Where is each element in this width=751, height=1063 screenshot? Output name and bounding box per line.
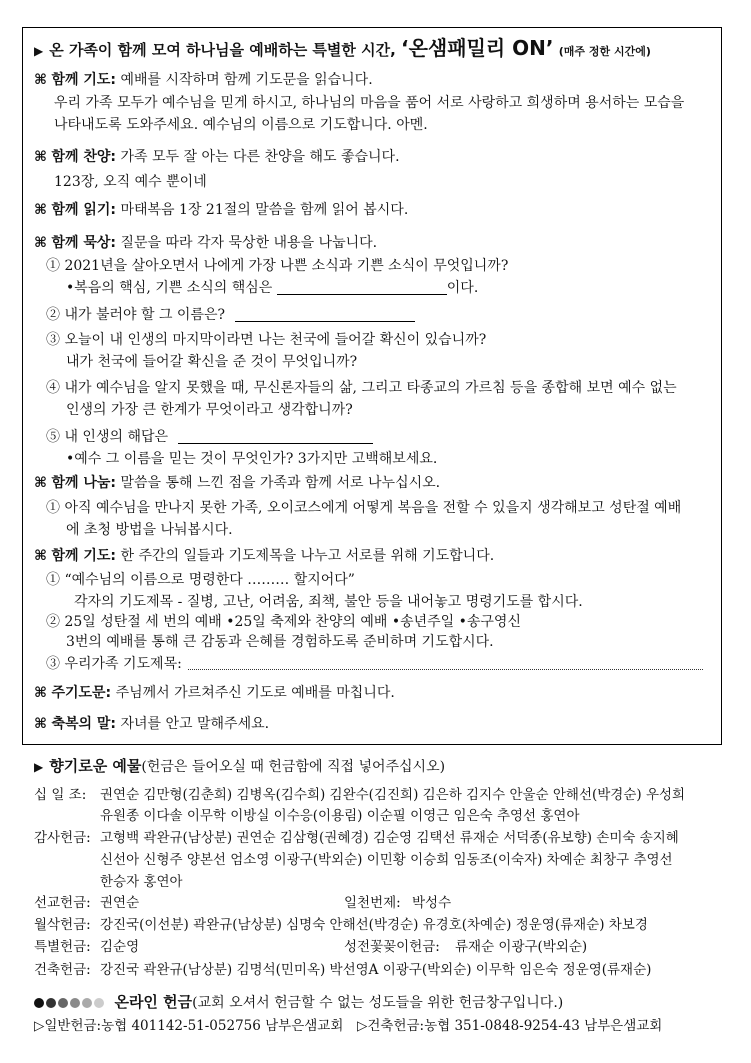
online-offering-heading bbox=[34, 992, 563, 1013]
prayer2-label: 함께 기도: bbox=[51, 548, 117, 564]
thanks-names-2: 신선아 신형주 양본선 엄소영 이광구(박외순) 이민황 이승희 임동조(이숙자) 차예순 최창구 추영선 bbox=[100, 852, 673, 868]
command-icon: ⌘ bbox=[34, 149, 47, 165]
prayer2-p2-b: 3번의 예배를 통해 큰 감동과 은혜를 경험하도록 준비하며 기도합시다. bbox=[66, 634, 494, 650]
flower-names: 류재순 이광구(박외순) bbox=[455, 939, 588, 955]
reading-heading bbox=[34, 200, 408, 220]
lords-prayer-text: 주님께서 가르쳐주신 기도로 예배를 마칩니다. bbox=[115, 685, 395, 701]
meditation-q2: ② 내가 불러야 할 그 이름은? bbox=[46, 305, 415, 325]
thanks-label: 감사헌금: bbox=[34, 830, 91, 846]
offering-note: (헌금은 들어오실 때 헌금함에 직접 넣어주십시오) bbox=[141, 759, 446, 775]
prayer2-p3: ③ 우리가족 기도제목: bbox=[46, 654, 703, 674]
building-label: 건축헌금: bbox=[34, 962, 91, 978]
sharing-label: 함께 나눔: bbox=[51, 475, 117, 491]
prayer1-body-1: 우리 가족 모두가 예수님을 믿게 하시고, 하나님의 마음을 품어 서로 사랑하고 희생하며 용서하는 모습을 bbox=[54, 95, 685, 111]
dot-icon bbox=[58, 998, 68, 1008]
thanks-names-3: 한승자 홍연아 bbox=[100, 874, 183, 890]
reading-text: 마태복음 1장 21절의 말씀을 함께 읽어 봅시다. bbox=[120, 202, 409, 218]
header-title-main: ‘온샘패밀리 ON’ bbox=[401, 36, 554, 60]
sharing-text: 말씀을 통해 느낀 점을 가족과 함께 서로 나누십시오. bbox=[120, 475, 441, 491]
command-icon: ⌘ bbox=[34, 716, 47, 732]
firstfruit-names: 박성수 bbox=[412, 895, 452, 911]
meditation-q1-b: •복음의 핵심, 기쁜 소식의 핵심은 이다. bbox=[66, 280, 479, 296]
building-names: 강진국 곽완규(남상분) 김명석(민미옥) 박선영A 이광구(박외순) 이무학 임은숙 정운영(류재순) bbox=[100, 962, 652, 978]
blessing-heading bbox=[34, 714, 269, 734]
prayer2-text: 한 주간의 일들과 기도제목을 나누고 서로를 위해 기도합니다. bbox=[120, 548, 495, 564]
meditation-q1-a: ① 2021년을 살아오면서 나에게 가장 나쁜 소식과 기쁜 소식이 무엇입니까? bbox=[46, 258, 509, 274]
meditation-q3-b: 내가 천국에 들어갈 확신을 준 것이 무엇입니까? bbox=[66, 354, 358, 370]
general-account: ▷일반헌금:농협 401142-51-052756 남부은샘교회 bbox=[34, 1018, 344, 1034]
dots-icon bbox=[34, 995, 106, 1011]
praise-heading bbox=[34, 147, 400, 167]
answer-blank[interactable] bbox=[277, 281, 447, 295]
reading-label: 함께 읽기: bbox=[51, 202, 117, 218]
prayer1-heading bbox=[34, 70, 373, 90]
prayer1-label: 함께 기도: bbox=[51, 72, 117, 88]
dot-icon bbox=[70, 998, 80, 1008]
command-icon: ⌘ bbox=[34, 235, 47, 251]
lords-prayer-heading bbox=[34, 683, 395, 703]
answer-blank[interactable] bbox=[235, 308, 415, 322]
meditation-heading bbox=[34, 233, 377, 253]
blessing-text: 자녀를 안고 말해주세요. bbox=[120, 716, 270, 732]
sharing-q1-b: 에 초청 방법을 나눠봅시다. bbox=[66, 522, 233, 538]
triangle-icon: ▶ bbox=[34, 760, 44, 774]
mission-label: 선교헌금: bbox=[34, 895, 91, 911]
sharing-q1-a: ① 아직 예수님을 만나지 못한 가족, 오이코스에게 어떻게 복음을 전할 수 있을지 생각해보고 성탄절 예배 bbox=[46, 500, 682, 516]
building-account: ▷건축헌금:농협 351-0848-9254-43 남부은샘교회 bbox=[357, 1018, 663, 1034]
tithe-label: 십 일 조: bbox=[34, 787, 87, 803]
header-title-note: (매주 정한 시간에) bbox=[558, 45, 651, 58]
meditation-q5-a: ⑤ 내 인생의 해답은 bbox=[46, 427, 373, 447]
prayer2-p1-b: 각자의 기도제목 - 질병, 고난, 어려움, 죄책, 불안 등을 내어놓고 명령기도를 합시다. bbox=[74, 594, 583, 610]
special-names: 김순영 bbox=[100, 939, 140, 955]
worship-header bbox=[34, 38, 651, 62]
triangle-icon: ▶ bbox=[34, 44, 44, 58]
command-icon: ⌘ bbox=[34, 548, 47, 564]
prayer1-body-2: 나타내도록 도와주세요. 예수님의 이름으로 기도합니다. 아멘. bbox=[54, 117, 428, 133]
firstfruit-label: 일천번제: bbox=[344, 895, 401, 911]
command-icon: ⌘ bbox=[34, 202, 47, 218]
monthly-label: 월삭헌금: bbox=[34, 917, 91, 933]
meditation-q4-a: ④ 내가 예수님을 알지 못했을 때, 무신론자들의 삶, 그리고 타종교의 가르침 등을 종합해 보면 예수 없는 bbox=[46, 380, 677, 396]
prayer1-text: 예배를 시작하며 함께 기도문을 읽습니다. bbox=[120, 72, 373, 88]
meditation-label: 함께 묵상: bbox=[51, 235, 117, 251]
meditation-text: 질문을 따라 각자 묵상한 내용을 나눕니다. bbox=[120, 235, 378, 251]
special-label: 특별헌금: bbox=[34, 939, 91, 955]
dot-icon bbox=[94, 998, 104, 1008]
blessing-label: 축복의 말: bbox=[51, 716, 117, 732]
meditation-q3-a: ③ 오늘이 내 인생의 마지막이라면 나는 천국에 들어갈 확신이 있습니까? bbox=[46, 332, 487, 348]
meditation-q4-b: 인생의 가장 큰 한계가 무엇이라고 생각합니까? bbox=[66, 402, 353, 418]
praise-text: 가족 모두 잘 아는 다른 찬양을 해도 좋습니다. bbox=[120, 149, 400, 165]
mission-names: 권연순 bbox=[100, 895, 140, 911]
sharing-heading bbox=[34, 473, 440, 493]
command-icon: ⌘ bbox=[34, 72, 47, 88]
flower-label: 성전꽃꽂이헌금: bbox=[344, 939, 440, 955]
answer-blank[interactable] bbox=[178, 430, 373, 444]
praise-body: 123장, 오직 예수 뿐이네 bbox=[54, 174, 207, 190]
thanks-names-1: 고형백 곽완규(남상분) 권연순 김삼형(권혜경) 김순영 김택선 류재순 서덕종(유보향) 손미숙 송지혜 bbox=[100, 830, 679, 846]
prayer2-p1-a: ① “예수님의 이름으로 명령한다 ……… 할지어다” bbox=[46, 572, 355, 588]
header-title-pre: 온 가족이 함께 모여 하나님을 예배하는 특별한 시간, bbox=[49, 41, 396, 59]
online-title: 온라인 헌금 bbox=[114, 993, 193, 1011]
meditation-q5-b: •예수 그 이름을 믿는 것이 무엇인가? 3가지만 고백해보세요. bbox=[66, 451, 438, 467]
dot-icon bbox=[82, 998, 92, 1008]
dot-icon bbox=[46, 998, 56, 1008]
offering-title: 향기로운 예물 bbox=[49, 757, 142, 775]
tithe-names-1: 권연순 김만형(김춘희) 김병옥(김수희) 김완수(김진희) 김은하 김지수 안울순 안해선(박경순) 우성희 bbox=[100, 787, 686, 803]
prayer-request-field[interactable] bbox=[188, 658, 703, 670]
lords-prayer-label: 주기도문: bbox=[51, 685, 112, 701]
command-icon: ⌘ bbox=[34, 475, 47, 491]
praise-label: 함께 찬양: bbox=[51, 149, 117, 165]
online-note: (교회 오셔서 헌금할 수 없는 성도들을 위한 헌금창구입니다.) bbox=[192, 995, 564, 1011]
dot-icon bbox=[34, 998, 44, 1008]
command-icon: ⌘ bbox=[34, 685, 47, 701]
monthly-names: 강진국(이선분) 곽완규(남상분) 심명숙 안해선(박경순) 유경호(차예순) 정운영(류재순) 차보경 bbox=[100, 917, 648, 933]
tithe-names-2: 유원종 이다솔 이무학 이방실 이수응(이용림) 이순필 이영근 임은숙 추영선 홍연아 bbox=[100, 808, 580, 824]
prayer2-p2-a: ② 25일 성탄절 세 번의 예배 •25일 축제와 찬양의 예배 •송년주일 •송구영신 bbox=[46, 614, 521, 630]
offering-heading bbox=[34, 756, 445, 777]
prayer2-heading bbox=[34, 546, 494, 566]
